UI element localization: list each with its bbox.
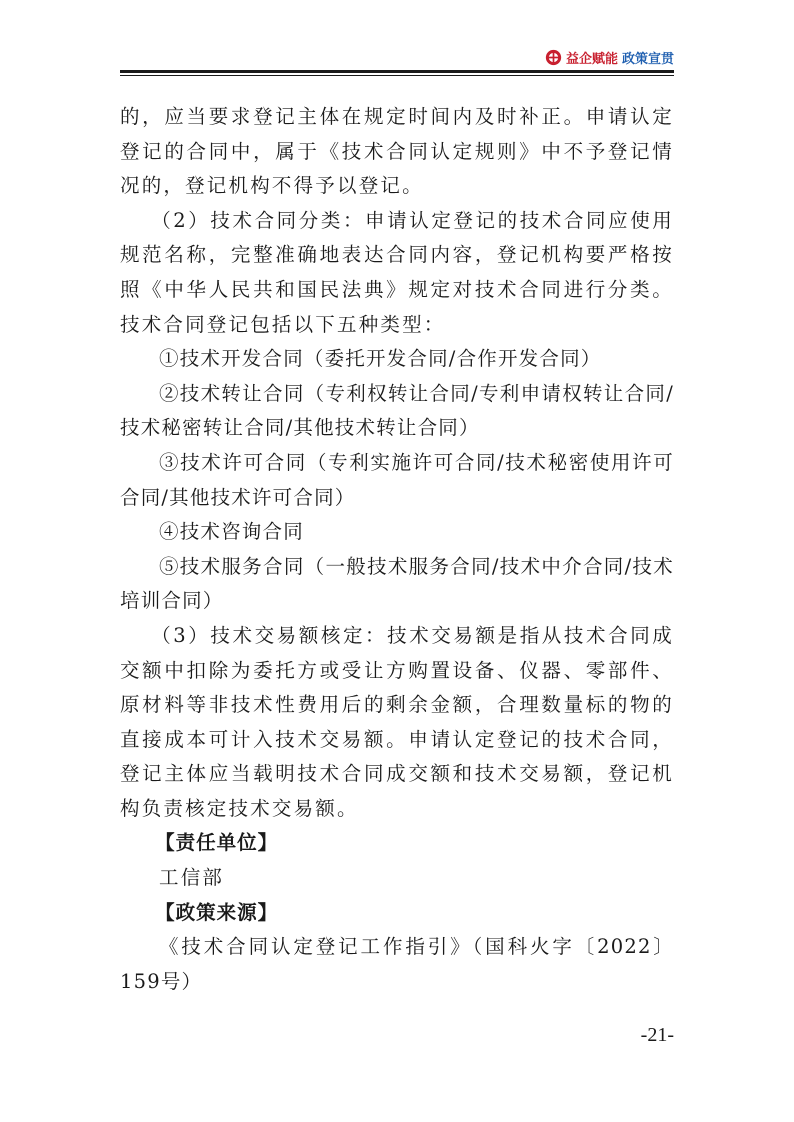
policy-source-value: 《技术合同认定登记工作指引》（国科火字〔2022〕159号） <box>120 935 674 993</box>
brand-name: 益企赋能 <box>565 52 618 67</box>
header-rule <box>120 70 674 73</box>
brand-emblem-icon <box>545 49 562 66</box>
list-item-service: ⑤技术服务合同（一般技术服务合同/技术中介合同/技术培训合同） <box>120 554 674 613</box>
list-item-license: ③技术许可合同（专利实施许可合同/技术秘密使用许可合同/其他技术许可合同） <box>120 450 674 509</box>
responsible-unit-heading: 【责任单位】 <box>155 831 279 855</box>
paragraph-contract-classification: （2）技术合同分类：申请认定登记的技术合同应使用规范名称，完整准确地表达合同内容，登记机构要严格按照《中华人民共和国民法典》规定对技术合同进行分类。技术合同登记包括以下五种类型： <box>120 208 674 336</box>
list-item-development: ①技术开发合同（委托开发合同/合作开发合同） <box>159 347 602 371</box>
brand-logo-block <box>545 48 674 67</box>
page-header <box>120 48 674 76</box>
list-item-consulting: ④技术咨询合同 <box>159 520 304 544</box>
header-rule-thin <box>120 75 674 76</box>
paragraph-continuation: 的，应当要求登记主体在规定时间内及时补正。申请认定登记的合同中，属于《技术合同认定规则》中不予登记情况的，登记机构不得予以登记。 <box>120 105 674 198</box>
responsible-unit-value: 工信部 <box>159 866 225 890</box>
brand-tagline: 政策宣贯 <box>621 52 674 67</box>
page-number: -21- <box>640 1024 674 1046</box>
policy-source-heading: 【政策来源】 <box>155 900 279 924</box>
list-item-transfer: ②技术转让合同（专利权转让合同/专利申请权转让合同/技术秘密转让合同/其他技术转让合同） <box>120 381 674 440</box>
document-body <box>120 100 674 999</box>
paragraph-transaction-amount: （3）技术交易额核定：技术交易额是指从技术合同成交额中扣除为委托方或受让方购置设备、仪器、零部件、原材料等非技术性费用后的剩余金额，合理数量标的物的直接成本可计入技术交易额。申请认定登记的技术合同，登记主体应当载明技术合同成交额和技术交易额，登记机构负责核定技术交易额。 <box>120 623 674 820</box>
